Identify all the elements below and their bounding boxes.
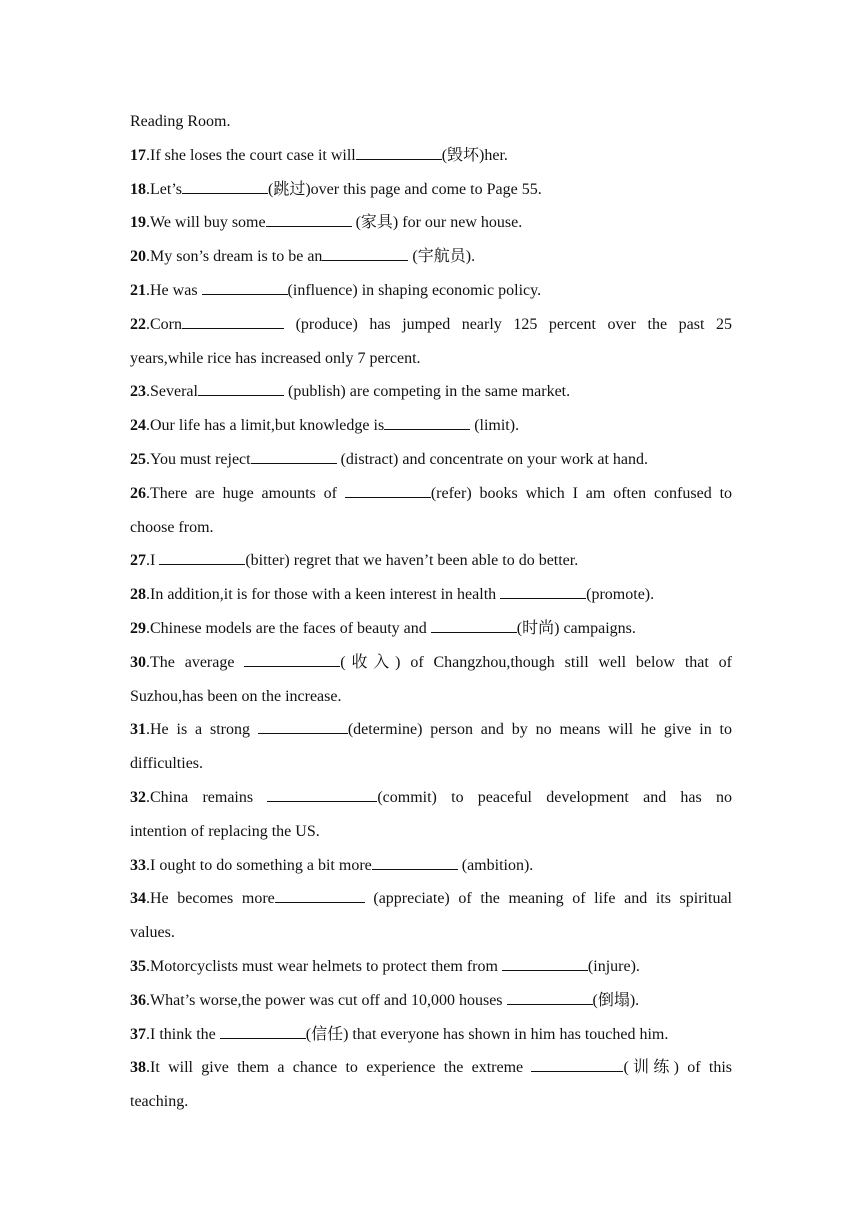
answer-blank[interactable] (267, 786, 377, 802)
item-text: (bitter) regret that we haven’t been able to do better. (245, 552, 579, 570)
answer-blank[interactable] (266, 211, 352, 227)
item-text: (宇航员). (408, 248, 476, 266)
item-text: .If she loses the court case it will (146, 146, 356, 164)
item-text: (distract) and concentrate on your work at hand. (336, 450, 649, 468)
answer-blank[interactable] (322, 245, 408, 261)
item-text: (refer) books which I am often confused to (430, 484, 733, 502)
item-number: 23 (130, 383, 146, 401)
list-item (130, 139, 732, 173)
item-number: 33 (130, 856, 146, 874)
list-item (130, 274, 732, 308)
item-text: values. (130, 924, 175, 942)
item-number: 21 (130, 281, 146, 299)
item-text: (influence) in shaping economic policy. (287, 281, 542, 299)
item-text: .You must reject (146, 450, 251, 468)
item-text: years,while rice has increased only 7 percent. (130, 349, 421, 367)
list-item (130, 849, 732, 883)
item-text: (家具) for our new house. (351, 214, 523, 232)
item-text: (信任) that everyone has shown in him has touched him. (305, 1025, 669, 1043)
answer-blank[interactable] (220, 1023, 306, 1039)
list-item (130, 1051, 732, 1085)
answer-blank[interactable] (384, 414, 470, 430)
answer-blank[interactable] (345, 482, 431, 498)
item-number: 38 (130, 1059, 146, 1077)
list-item (130, 105, 732, 139)
item-text: .In addition,it is for those with a keen interest in health (146, 586, 501, 604)
item-text: Reading Room. (130, 113, 231, 130)
list-item (130, 882, 732, 916)
item-number: 27 (130, 552, 146, 570)
item-text: (跳过)over this page and come to Page 55. (268, 180, 542, 198)
answer-blank[interactable] (431, 617, 517, 633)
answer-blank[interactable] (275, 887, 365, 903)
item-number: 35 (130, 957, 146, 975)
item-text: (produce) has jumped nearly 125 percent over the past 25 (295, 315, 733, 333)
list-item-continuation (130, 680, 732, 714)
item-number: 24 (130, 417, 146, 435)
list-item (130, 984, 732, 1018)
list-item-continuation (130, 1085, 732, 1119)
list-item-continuation (130, 747, 732, 781)
list-item (130, 375, 732, 409)
item-text: teaching. (130, 1093, 189, 1111)
item-text: .My son’s dream is to be an (146, 248, 323, 266)
answer-blank[interactable] (258, 718, 348, 734)
answer-blank[interactable] (198, 380, 284, 396)
item-text: .He is a strong (146, 721, 258, 739)
list-item-continuation (130, 815, 732, 849)
item-text: (appreciate) of the meaning of life and its spiritual (364, 890, 732, 908)
item-number: 29 (130, 619, 146, 637)
item-text: .What’s worse,the power was cut off and 10,000 houses (146, 991, 507, 1009)
answer-blank[interactable] (251, 448, 337, 464)
item-text: (ambition). (457, 856, 534, 874)
item-number: 30 (130, 653, 146, 671)
list-item (130, 781, 732, 815)
item-number: 18 (130, 180, 146, 198)
list-item (130, 713, 732, 747)
item-text: .I (146, 552, 160, 570)
item-text: .We will buy some (146, 214, 266, 232)
answer-blank[interactable] (500, 583, 586, 599)
item-text: choose from. (130, 518, 214, 536)
item-text: .Let’s (146, 180, 182, 198)
list-item-continuation (130, 342, 732, 376)
answer-blank[interactable] (182, 313, 284, 329)
item-number: 26 (130, 484, 146, 502)
item-number: 32 (130, 788, 146, 806)
item-text: (promote). (586, 586, 655, 604)
item-text: .Several (146, 383, 198, 401)
list-item (130, 308, 732, 342)
answer-blank[interactable] (182, 178, 268, 194)
item-text: .I think the (146, 1025, 220, 1043)
item-number: 20 (130, 248, 146, 266)
list-item-continuation (130, 916, 732, 950)
item-text: difficulties. (130, 755, 204, 773)
list-item (130, 206, 732, 240)
exercise-list (130, 105, 732, 1119)
list-item (130, 240, 732, 274)
item-text: (limit). (470, 417, 520, 435)
answer-blank[interactable] (356, 144, 442, 160)
list-item (130, 578, 732, 612)
list-item (130, 443, 732, 477)
answer-blank[interactable] (202, 279, 288, 295)
list-item-continuation (130, 511, 732, 545)
list-item (130, 409, 732, 443)
item-text: .There are huge amounts of (146, 484, 345, 502)
item-text: .The average (146, 653, 245, 671)
item-text: (收入) of Changzhou,though still well below that of (340, 653, 732, 671)
item-number: 31 (130, 721, 146, 739)
item-number: 17 (130, 146, 146, 164)
item-text: .China remains (146, 788, 268, 806)
item-number: 22 (130, 315, 146, 333)
item-text: (commit) to peaceful development and has no (377, 788, 732, 806)
item-text: .He becomes more (146, 890, 275, 908)
list-item (130, 477, 732, 511)
item-text: Suzhou,has been on the increase. (130, 687, 342, 705)
list-item (130, 646, 732, 680)
item-text: intention of replacing the US. (130, 822, 320, 840)
item-text: (publish) are competing in the same market. (283, 383, 571, 401)
answer-blank[interactable] (531, 1056, 623, 1072)
list-item (130, 544, 732, 578)
answer-blank[interactable] (372, 854, 458, 870)
list-item (130, 1018, 732, 1052)
item-number: 36 (130, 991, 146, 1009)
answer-blank[interactable] (159, 549, 245, 565)
list-item (130, 173, 732, 207)
item-number: 37 (130, 1025, 146, 1043)
item-text: .Corn (146, 315, 182, 333)
item-text: .Motorcyclists must wear helmets to protect them from (146, 957, 502, 975)
item-text: .It will give them a chance to experience the extreme (146, 1059, 532, 1077)
item-number: 19 (130, 214, 146, 232)
list-item (130, 950, 732, 984)
item-text: .I ought to do something a bit more (146, 856, 372, 874)
item-text: (时尚) campaigns. (516, 619, 636, 637)
list-item (130, 612, 732, 646)
item-number: 34 (130, 890, 146, 908)
answer-blank[interactable] (244, 651, 340, 667)
item-text: (倒塌). (592, 991, 640, 1009)
item-number: 28 (130, 586, 146, 604)
item-text: .Chinese models are the faces of beauty and (146, 619, 431, 637)
item-text: (injure). (587, 957, 640, 975)
item-text: .He was (146, 281, 202, 299)
item-text: (determine) person and by no means will he give in to (347, 721, 732, 739)
answer-blank[interactable] (507, 989, 593, 1005)
item-number: 25 (130, 450, 146, 468)
item-text: .Our life has a limit,but knowledge is (146, 417, 385, 435)
item-text: (毁坏)her. (441, 146, 508, 164)
item-text: (训练) of this (623, 1059, 732, 1077)
answer-blank[interactable] (502, 955, 588, 971)
